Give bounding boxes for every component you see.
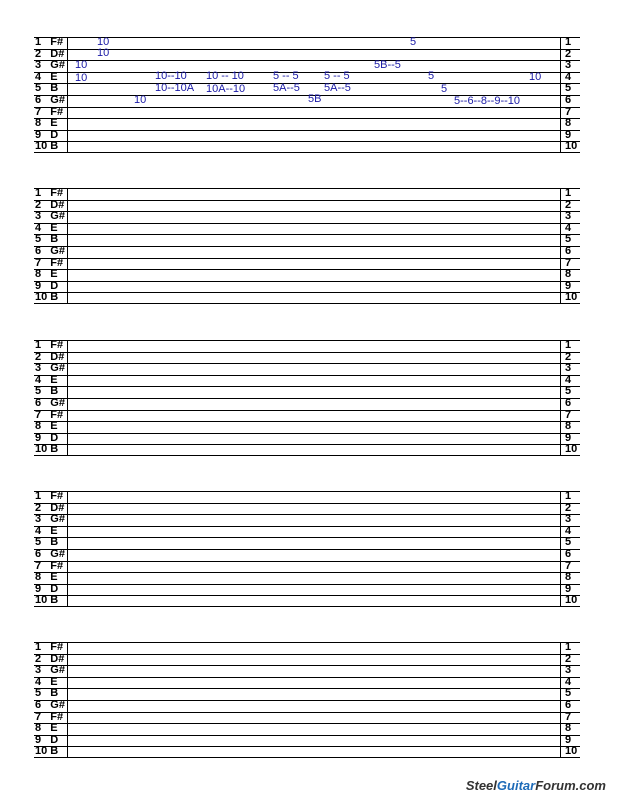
tab-string-row <box>34 561 580 573</box>
string-label: 4 E <box>35 221 58 234</box>
string-label: 8 E <box>35 420 58 433</box>
string-number: 6 <box>565 94 572 106</box>
tab-string-row <box>34 712 580 724</box>
tab-string-row <box>34 269 580 281</box>
string-label: 9 D <box>35 431 59 444</box>
string-label: 10 B <box>35 140 59 153</box>
string-label-cell <box>34 293 68 303</box>
tab-string-row <box>34 677 580 689</box>
string-number: 4 <box>565 675 572 688</box>
tab-string-row <box>34 723 580 735</box>
string-label: 9 D <box>35 733 59 746</box>
string-label-cell <box>34 142 68 152</box>
tab-note: 5 -- 5 <box>324 70 350 82</box>
string-number: 10 <box>565 594 578 607</box>
string-label-cell <box>34 747 68 757</box>
tab-string-row <box>34 281 580 293</box>
string-label: 2 D# <box>35 198 65 211</box>
string-number: 9 <box>565 582 572 595</box>
string-label: 6 G# <box>35 397 65 409</box>
string-number: 5 <box>565 82 572 95</box>
watermark-suffix: Forum.com <box>535 778 606 793</box>
tab-note: 10 <box>75 59 88 71</box>
string-label: 8 E <box>35 268 58 281</box>
string-label: 9 D <box>35 279 59 292</box>
string-label: 5 B <box>35 687 59 700</box>
string-label: 10 B <box>35 291 59 304</box>
string-label: 1 F# <box>35 641 64 653</box>
tab-string-row <box>34 223 580 235</box>
string-label: 3 G# <box>35 664 65 677</box>
tab-string-row <box>34 72 580 84</box>
string-number: 7 <box>565 256 572 269</box>
string-label: 2 D# <box>35 652 65 665</box>
string-label: 1 F# <box>35 36 64 48</box>
tab-note: 10 -- 10 <box>206 70 244 82</box>
string-label: 7 F# <box>35 559 64 572</box>
string-number: 7 <box>565 559 572 572</box>
tab-note: 10 <box>75 72 88 84</box>
string-number: 1 <box>565 187 572 199</box>
string-number: 10 <box>565 443 578 456</box>
string-number: 1 <box>565 490 572 502</box>
tab-string-row <box>34 514 580 526</box>
tab-string-row <box>34 141 580 153</box>
string-number: 3 <box>565 59 572 72</box>
tab-string-row <box>34 746 580 758</box>
string-label: 4 E <box>35 70 58 83</box>
string-number: 8 <box>565 420 572 433</box>
string-number: 3 <box>565 664 572 677</box>
string-label: 3 G# <box>35 210 65 223</box>
string-number: 4 <box>565 524 572 537</box>
string-number: 5 <box>565 536 572 549</box>
string-number: 4 <box>565 70 572 83</box>
string-number: 9 <box>565 431 572 444</box>
tab-string-row <box>34 60 580 72</box>
string-number: 7 <box>565 408 572 421</box>
string-number: 9 <box>565 279 572 292</box>
string-number: 3 <box>565 210 572 223</box>
string-label-cell <box>34 445 68 455</box>
string-label: 8 E <box>35 722 58 735</box>
string-label: 6 G# <box>35 94 65 106</box>
string-label: 7 F# <box>35 408 64 421</box>
string-number: 10 <box>565 140 578 153</box>
tab-string-row <box>34 410 580 422</box>
tab-string-row <box>34 200 580 212</box>
tab-note: 5A--5 <box>273 82 300 94</box>
tab-note: 5B <box>308 93 322 105</box>
tab-string-row <box>34 107 580 119</box>
tab-string-row <box>34 503 580 515</box>
tab-staff-4 <box>34 491 580 607</box>
tab-note: 10--10 <box>155 70 187 82</box>
string-number: 6 <box>565 397 572 409</box>
string-label: 2 D# <box>35 501 65 514</box>
tab-note: 5 <box>428 70 435 82</box>
string-number: 2 <box>565 501 572 514</box>
tab-string-row <box>34 130 580 142</box>
string-label: 10 B <box>35 745 59 758</box>
string-label: 6 G# <box>35 245 65 257</box>
tab-string-row <box>34 211 580 223</box>
string-label: 7 F# <box>35 710 64 723</box>
string-label: 2 D# <box>35 47 65 60</box>
tab-string-row <box>34 292 580 304</box>
tab-staff-2 <box>34 188 580 304</box>
string-number: 9 <box>565 128 572 141</box>
string-number: 4 <box>565 373 572 386</box>
string-number-cell <box>560 142 580 152</box>
string-number-cell <box>560 747 580 757</box>
tab-string-row <box>34 234 580 246</box>
string-number: 5 <box>565 385 572 398</box>
string-number: 3 <box>565 513 572 526</box>
tab-string-row <box>34 398 580 410</box>
tab-string-row <box>34 491 580 503</box>
string-label: 9 D <box>35 582 59 595</box>
string-label: 5 B <box>35 536 59 549</box>
tab-string-row <box>34 37 580 49</box>
string-number-cell <box>560 293 580 303</box>
string-number: 5 <box>565 233 572 246</box>
string-number: 2 <box>565 47 572 60</box>
tab-note: 10 <box>97 47 110 59</box>
string-number: 4 <box>565 221 572 234</box>
string-number: 2 <box>565 350 572 363</box>
string-label: 3 G# <box>35 362 65 375</box>
tab-staff-5 <box>34 642 580 758</box>
string-label: 5 B <box>35 233 59 246</box>
site-watermark <box>466 778 606 793</box>
string-label-cell <box>34 596 68 606</box>
watermark-middle: Guitar <box>496 778 536 793</box>
string-number: 6 <box>565 245 572 257</box>
string-label: 7 F# <box>35 105 64 118</box>
string-number: 6 <box>565 548 572 560</box>
string-label: 6 G# <box>35 548 65 560</box>
tab-note: 10A--10 <box>206 83 246 95</box>
string-label: 9 D <box>35 128 59 141</box>
string-number: 7 <box>565 105 572 118</box>
tab-string-row <box>34 572 580 584</box>
tab-string-row <box>34 665 580 677</box>
tab-string-row <box>34 386 580 398</box>
string-label: 3 G# <box>35 59 65 72</box>
string-number: 5 <box>565 687 572 700</box>
string-label: 4 E <box>35 524 58 537</box>
string-label: 3 G# <box>35 513 65 526</box>
string-number-cell <box>560 596 580 606</box>
tab-note: 5B--5 <box>374 59 401 71</box>
tab-string-row <box>34 700 580 712</box>
string-number: 8 <box>565 722 572 735</box>
tab-string-row <box>34 549 580 561</box>
string-number: 1 <box>565 339 572 351</box>
string-number: 8 <box>565 571 572 584</box>
string-number: 1 <box>565 641 572 653</box>
string-label: 5 B <box>35 385 59 398</box>
string-number: 10 <box>565 291 578 304</box>
tab-string-row <box>34 340 580 352</box>
tab-string-row <box>34 421 580 433</box>
tab-string-row <box>34 363 580 375</box>
string-number: 9 <box>565 733 572 746</box>
tab-string-row <box>34 83 580 95</box>
tab-string-row <box>34 188 580 200</box>
watermark-prefix: Steel <box>465 778 497 793</box>
tab-string-row <box>34 526 580 538</box>
tab-note: 5 <box>410 36 417 48</box>
tab-note: 5 -- 5 <box>273 70 299 82</box>
string-label: 1 F# <box>35 339 64 351</box>
tab-string-row <box>34 258 580 270</box>
tab-note: 5A--5 <box>324 82 351 94</box>
string-number: 8 <box>565 117 572 130</box>
tab-string-row <box>34 352 580 364</box>
string-number-cell <box>560 445 580 455</box>
string-number: 1 <box>565 36 572 48</box>
string-number: 2 <box>565 198 572 211</box>
tab-string-row <box>34 537 580 549</box>
tab-note: 5--6--8--9--10 <box>454 95 521 107</box>
tab-string-row <box>34 642 580 654</box>
tab-string-row <box>34 735 580 747</box>
string-label: 1 F# <box>35 187 64 199</box>
string-number: 7 <box>565 710 572 723</box>
tab-string-row <box>34 433 580 445</box>
tab-string-row <box>34 375 580 387</box>
string-label: 10 B <box>35 594 59 607</box>
string-number: 6 <box>565 699 572 711</box>
tab-string-row <box>34 246 580 258</box>
tab-string-row <box>34 49 580 61</box>
string-label: 10 B <box>35 443 59 456</box>
string-label: 8 E <box>35 117 58 130</box>
tab-note: 10 <box>529 71 542 83</box>
tab-note: 10 <box>134 94 147 106</box>
tab-note: 10 <box>97 36 110 48</box>
tab-note: 10--10A <box>155 82 195 94</box>
string-label: 4 E <box>35 373 58 386</box>
string-label: 5 B <box>35 82 59 95</box>
string-number: 2 <box>565 652 572 665</box>
tab-string-row <box>34 584 580 596</box>
string-number: 10 <box>565 745 578 758</box>
tab-string-row <box>34 444 580 456</box>
string-number: 3 <box>565 362 572 375</box>
string-number: 8 <box>565 268 572 281</box>
string-label: 7 F# <box>35 256 64 269</box>
string-label: 2 D# <box>35 350 65 363</box>
string-label: 8 E <box>35 571 58 584</box>
string-label: 4 E <box>35 675 58 688</box>
string-label: 1 F# <box>35 490 64 502</box>
string-label: 6 G# <box>35 699 65 711</box>
tab-note: 5 <box>441 83 448 95</box>
tab-string-row <box>34 118 580 130</box>
tab-string-row <box>34 654 580 666</box>
tab-string-row <box>34 688 580 700</box>
tab-string-row <box>34 595 580 607</box>
tab-staff-3 <box>34 340 580 456</box>
